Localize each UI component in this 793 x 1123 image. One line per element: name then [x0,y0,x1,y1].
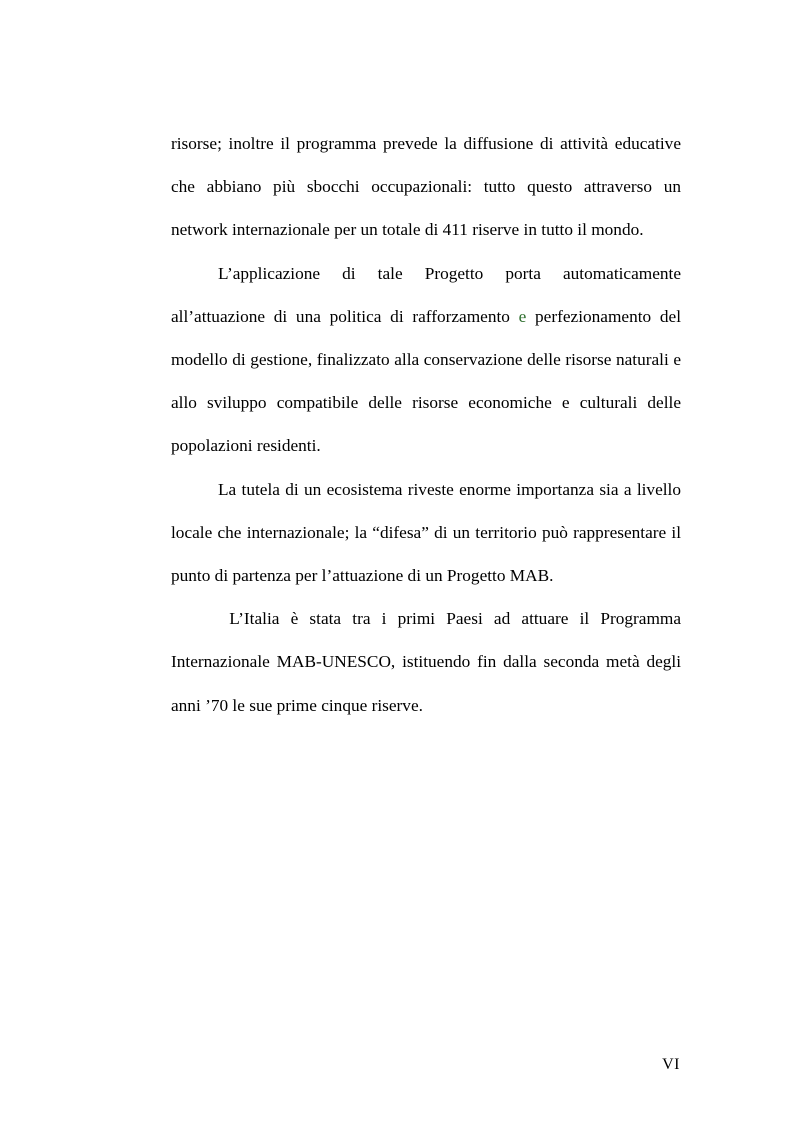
paragraph-2-part-2: perfezionamento del modello di gestione, finalizzato alla conservazione delle risorse naturali e allo sviluppo compatibile delle risorse economiche e culturali delle popolazioni residenti. [171,306,681,456]
paragraph-4: L’Italia è stata tra i primi Paesi ad attuare il Programma Internazionale MAB-UNESCO, istituendo fin dalla seconda metà degli anni ’70 le sue prime cinque riserve. [171,609,686,715]
paragraph-1: risorse; inoltre il programma prevede la diffusione di attività educative che abbiano più sbocchi occupazionali: tutto questo attraverso un network internazionale per un totale di 411 riserve in tutto il mondo. [171,134,681,240]
page-number: VI [662,1056,680,1073]
paragraph-2-accent-letter: e [518,306,527,326]
paragraph-2 [171,252,681,468]
paragraph-3: La tutela di un ecosistema riveste enorme importanza sia a livello locale che internazionale; la “difesa” di un territorio può rappresentare il punto di partenza per l’attuazione di un Progetto MAB. [171,479,681,586]
document-body [171,122,686,727]
paragraph-2-part-1: L’applicazione di tale Progetto porta automaticamente all’attuazione di una politica di rafforzamento [171,263,681,326]
